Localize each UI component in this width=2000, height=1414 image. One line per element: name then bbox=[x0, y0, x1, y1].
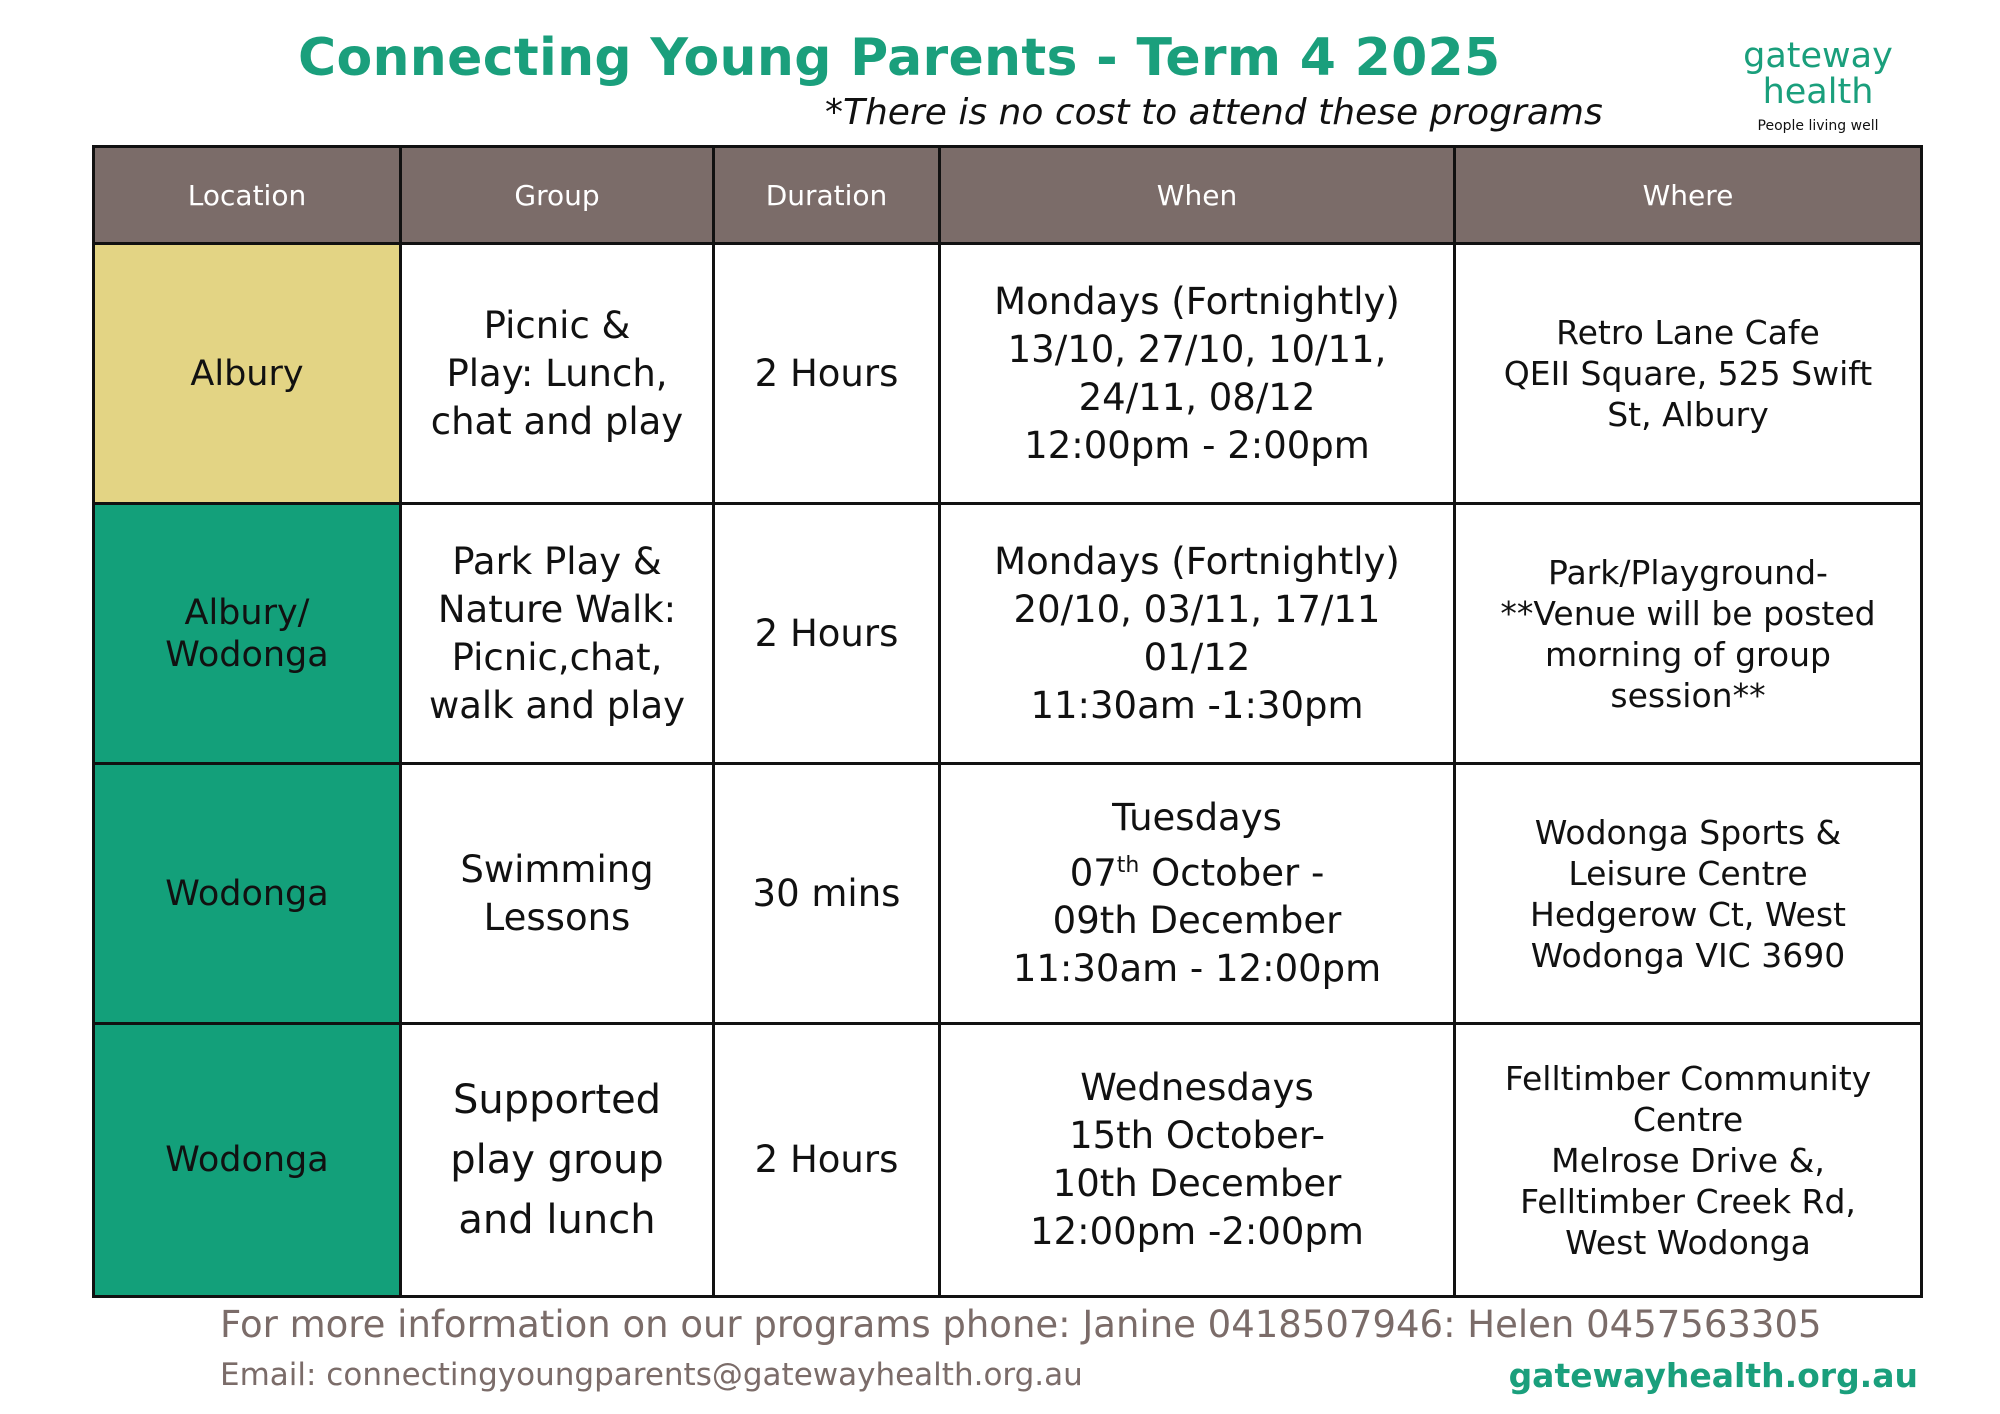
program-schedule-table bbox=[92, 145, 1923, 1298]
group-cell bbox=[401, 764, 714, 1024]
location-label: Wodonga bbox=[165, 1140, 329, 1180]
group-line: Nature Walk: bbox=[437, 587, 677, 631]
where-line: West Wodonga bbox=[1565, 1222, 1811, 1262]
when-line: 12:00pm - 2:00pm bbox=[1024, 423, 1370, 467]
group-line: Picnic,chat, bbox=[451, 635, 663, 679]
when-line: 12:00pm -2:00pm bbox=[1030, 1210, 1364, 1253]
where-cell bbox=[1455, 504, 1922, 764]
group-line: and lunch bbox=[458, 1197, 656, 1243]
where-line: St, Albury bbox=[1607, 395, 1769, 434]
website-link[interactable]: gatewayhealth.org.au bbox=[1508, 1356, 1918, 1395]
where-line: Leisure Centre bbox=[1568, 853, 1808, 893]
when-day-number: 07 bbox=[1069, 851, 1117, 895]
when-cell bbox=[940, 764, 1455, 1024]
table-row bbox=[94, 504, 1922, 764]
where-cell bbox=[1455, 1024, 1922, 1297]
column-header-where: Where bbox=[1455, 147, 1922, 244]
group-line: Supported bbox=[452, 1077, 662, 1123]
group-line: play group bbox=[450, 1137, 664, 1183]
when-line: 11:30am -1:30pm bbox=[1030, 683, 1364, 727]
location-cell bbox=[94, 764, 401, 1024]
where-line: QEII Square, 525 Swift bbox=[1503, 354, 1873, 393]
column-header-group: Group bbox=[401, 147, 714, 244]
where-line: session** bbox=[1610, 675, 1766, 715]
location-cell bbox=[94, 1024, 401, 1297]
group-cell bbox=[401, 504, 714, 764]
group-line: Picnic & bbox=[483, 303, 631, 347]
when-line: 11:30am - 12:00pm bbox=[1012, 947, 1382, 991]
where-cell bbox=[1455, 244, 1922, 504]
duration-value: 30 mins bbox=[752, 871, 901, 915]
when-line: 24/11, 08/12 bbox=[1078, 375, 1316, 419]
group-line: walk and play bbox=[428, 683, 686, 727]
column-header-duration: Duration bbox=[714, 147, 940, 244]
group-cell bbox=[401, 244, 714, 504]
duration-cell bbox=[714, 1024, 940, 1297]
email-contact-link[interactable]: Email: connectingyoungparents@gatewayhealth.org.au bbox=[220, 1357, 1083, 1393]
when-line bbox=[955, 842, 1439, 897]
group-line: Park Play & bbox=[452, 539, 662, 583]
group-line: Swimming bbox=[460, 847, 654, 891]
when-cell bbox=[940, 504, 1455, 764]
where-line: Wodonga VIC 3690 bbox=[1530, 935, 1846, 975]
when-line: Mondays (Fortnightly) bbox=[994, 279, 1400, 323]
when-line: 10th December bbox=[1052, 1162, 1342, 1205]
gateway-health-logo bbox=[1728, 38, 1908, 134]
when-line: Mondays (Fortnightly) bbox=[994, 539, 1400, 583]
when-cell bbox=[940, 1024, 1455, 1297]
logo-tagline: People living well bbox=[1757, 118, 1879, 134]
where-line: Felltimber Community bbox=[1504, 1058, 1872, 1098]
phone-contact-info: For more information on our programs phone: Janine 0418507946: Helen 0457563305 bbox=[220, 1303, 1822, 1346]
group-cell bbox=[401, 1024, 714, 1297]
location-label: Albury bbox=[190, 353, 304, 394]
where-line: Hedgerow Ct, West bbox=[1530, 894, 1846, 934]
duration-cell bbox=[714, 504, 940, 764]
table-row bbox=[94, 1024, 1922, 1297]
column-header-when: When bbox=[940, 147, 1455, 244]
duration-value: 2 Hours bbox=[754, 611, 899, 655]
where-line: Melrose Drive &, bbox=[1551, 1140, 1825, 1180]
when-cell bbox=[940, 244, 1455, 504]
where-line: Retro Lane Cafe bbox=[1556, 313, 1820, 352]
where-line: Centre bbox=[1632, 1099, 1744, 1139]
page-title: Connecting Young Parents - Term 4 2025 bbox=[298, 28, 1501, 88]
when-line: 01/12 bbox=[1143, 635, 1251, 679]
group-line: chat and play bbox=[430, 399, 684, 443]
duration-cell bbox=[714, 244, 940, 504]
where-line: Felltimber Creek Rd, bbox=[1520, 1181, 1856, 1221]
table-row bbox=[94, 764, 1922, 1024]
when-line: Wednesdays bbox=[1080, 1066, 1314, 1109]
table-header-row bbox=[94, 147, 1922, 244]
duration-cell bbox=[714, 764, 940, 1024]
where-line: Wodonga Sports & bbox=[1534, 812, 1842, 852]
when-line: 13/10, 27/10, 10/11, bbox=[1007, 327, 1387, 371]
where-cell bbox=[1455, 764, 1922, 1024]
location-line: Albury/ bbox=[184, 592, 310, 633]
where-line: morning of group bbox=[1545, 634, 1831, 674]
location-cell bbox=[94, 504, 401, 764]
logo-word-gateway: gateway bbox=[1743, 36, 1893, 76]
when-line: 09th December bbox=[1052, 899, 1342, 943]
when-line: 15th October- bbox=[1069, 1114, 1325, 1157]
location-label: Wodonga bbox=[165, 873, 329, 914]
location-cell bbox=[94, 244, 401, 504]
when-line: 20/10, 03/11, 17/11 bbox=[1013, 587, 1381, 631]
when-line: Tuesdays bbox=[1112, 795, 1282, 839]
when-ordinal-suffix: th bbox=[1116, 852, 1140, 878]
where-line: **Venue will be posted bbox=[1500, 593, 1876, 633]
group-line: Lessons bbox=[483, 895, 631, 939]
when-month: October - bbox=[1139, 851, 1325, 895]
location-line: Wodonga bbox=[165, 634, 329, 675]
table-row bbox=[94, 244, 1922, 504]
column-header-location: Location bbox=[94, 147, 401, 244]
logo-word-health: health bbox=[1762, 72, 1874, 112]
no-cost-note: *There is no cost to attend these programs bbox=[825, 92, 1603, 133]
duration-value: 2 Hours bbox=[754, 351, 899, 395]
where-line: Park/Playground- bbox=[1548, 552, 1828, 592]
group-line: Play: Lunch, bbox=[446, 351, 668, 395]
duration-value: 2 Hours bbox=[754, 1138, 899, 1181]
